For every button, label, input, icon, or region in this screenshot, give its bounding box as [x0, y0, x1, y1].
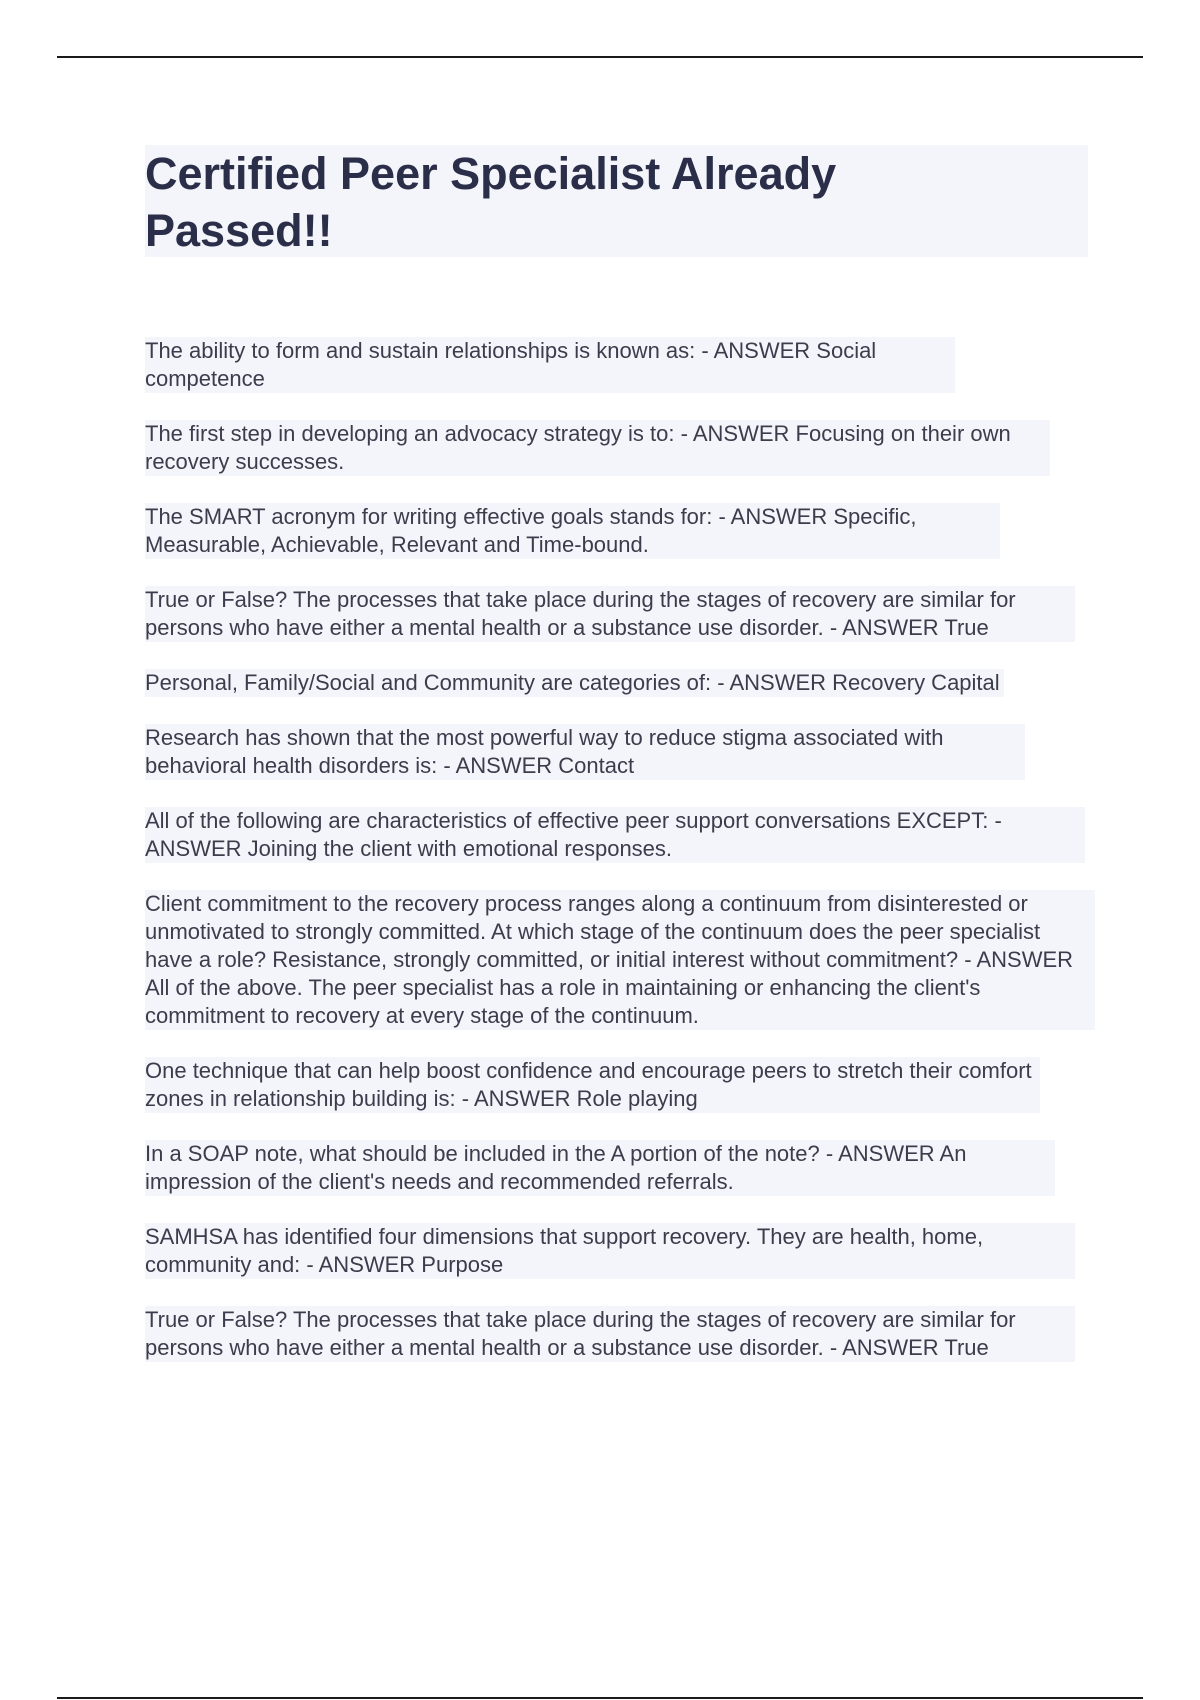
- qa-item: Client commitment to the recovery process ranges along a continuum from disinterested or unmotivated to strongly committed. At which stage of the continuum does the peer specialist have a role? Resistance, strongly committed, or initial interest without commitment? - ANSWER All of the above. The peer specialist has a role in maintaining or enhancing the client's commitment to recovery at every stage of the continuum.: [145, 890, 1095, 1030]
- qa-item: The SMART acronym for writing effective goals stands for: - ANSWER Specific, Measurable, Achievable, Relevant and Time-bound.: [145, 503, 1000, 559]
- qa-item: In a SOAP note, what should be included in the A portion of the note? - ANSWER An impression of the client's needs and recommended referrals.: [145, 1140, 1055, 1196]
- qa-item: One technique that can help boost confidence and encourage peers to stretch their comfort zones in relationship building is: - ANSWER Role playing: [145, 1057, 1040, 1113]
- qa-item: The first step in developing an advocacy strategy is to: - ANSWER Focusing on their own recovery successes.: [145, 420, 1050, 476]
- qa-item: True or False? The processes that take place during the stages of recovery are similar for persons who have either a mental health or a substance use disorder. - ANSWER True: [145, 1306, 1075, 1362]
- page-title: Certified Peer Specialist Already Passed!!: [145, 148, 837, 256]
- qa-item: All of the following are characteristics of effective peer support conversations EXCEPT: - ANSWER Joining the client with emotional responses.: [145, 807, 1085, 863]
- qa-item: True or False? The processes that take place during the stages of recovery are similar for persons who have either a mental health or a substance use disorder. - ANSWER True: [145, 586, 1075, 642]
- qa-item: Personal, Family/Social and Community are categories of: - ANSWER Recovery Capital: [145, 669, 1004, 697]
- qa-item: SAMHSA has identified four dimensions that support recovery. They are health, home, community and: - ANSWER Purpose: [145, 1223, 1075, 1279]
- top-divider: [57, 56, 1143, 58]
- bottom-divider: [57, 1697, 1143, 1699]
- qa-item: The ability to form and sustain relationships is known as: - ANSWER Social competence: [145, 337, 955, 393]
- qa-item: Research has shown that the most powerful way to reduce stigma associated with behavioral health disorders is: - ANSWER Contact: [145, 724, 1025, 780]
- title-banner: [145, 145, 1088, 257]
- qa-list: [145, 337, 1095, 1362]
